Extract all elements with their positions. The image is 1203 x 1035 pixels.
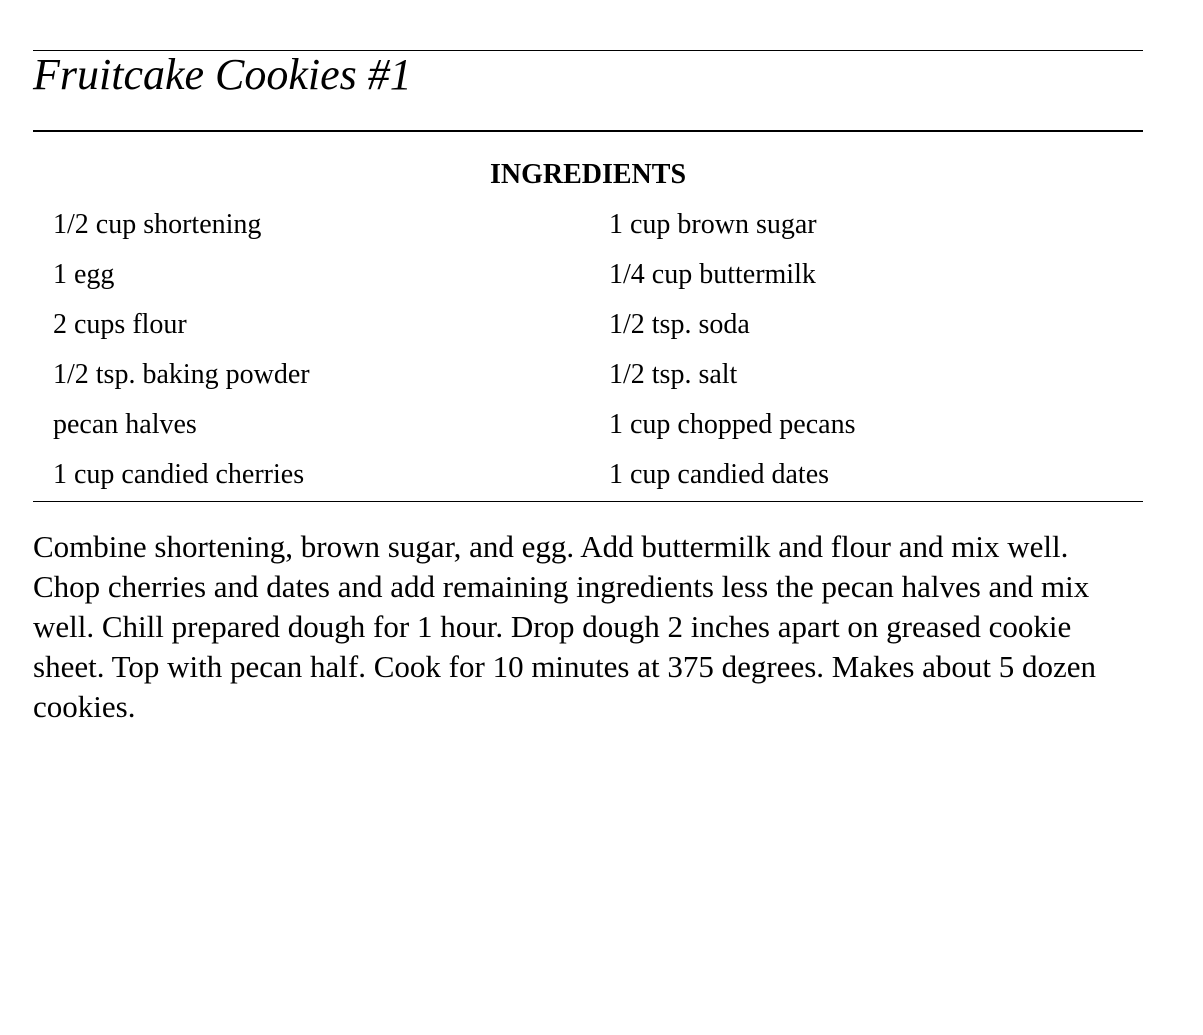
ingredient-item: 1 cup candied cherries bbox=[53, 459, 305, 490]
ingredient-item: 1 egg bbox=[53, 259, 115, 290]
ingredient-item: 1 cup brown sugar bbox=[609, 209, 817, 240]
ingredient-item: 1 cup candied dates bbox=[609, 459, 830, 490]
recipe-directions: Combine shortening, brown sugar, and egg. Add buttermilk and flour and mix well. Chop cherries and dates and add remaining ingredients less the pecan halves and mix well. Chill prepared dough for 1 hour. Drop dough 2 inches apart on greased cookie sheet. Top with pecan half. Cook for 10 minutes at 375 degrees. Makes about 5 dozen cookies. bbox=[33, 529, 1097, 724]
ingredient-item: 1/2 tsp. baking powder bbox=[53, 359, 310, 390]
ingredient-item: pecan halves bbox=[53, 409, 197, 440]
ingredients-divider bbox=[33, 501, 1143, 502]
ingredients-list bbox=[33, 205, 1143, 505]
ingredient-item: 1/2 cup shortening bbox=[53, 209, 262, 240]
ingredient-item: 1 cup chopped pecans bbox=[609, 409, 856, 440]
ingredient-item: 1/2 tsp. salt bbox=[609, 359, 738, 390]
title-divider bbox=[33, 130, 1143, 132]
ingredient-item: 2 cups flour bbox=[53, 309, 187, 340]
ingredients-heading: INGREDIENTS bbox=[489, 159, 687, 190]
ingredient-item: 1/4 cup buttermilk bbox=[609, 259, 816, 290]
ingredient-item: 1/2 tsp. soda bbox=[609, 309, 750, 340]
recipe-title: Fruitcake Cookies #1 bbox=[33, 50, 412, 99]
